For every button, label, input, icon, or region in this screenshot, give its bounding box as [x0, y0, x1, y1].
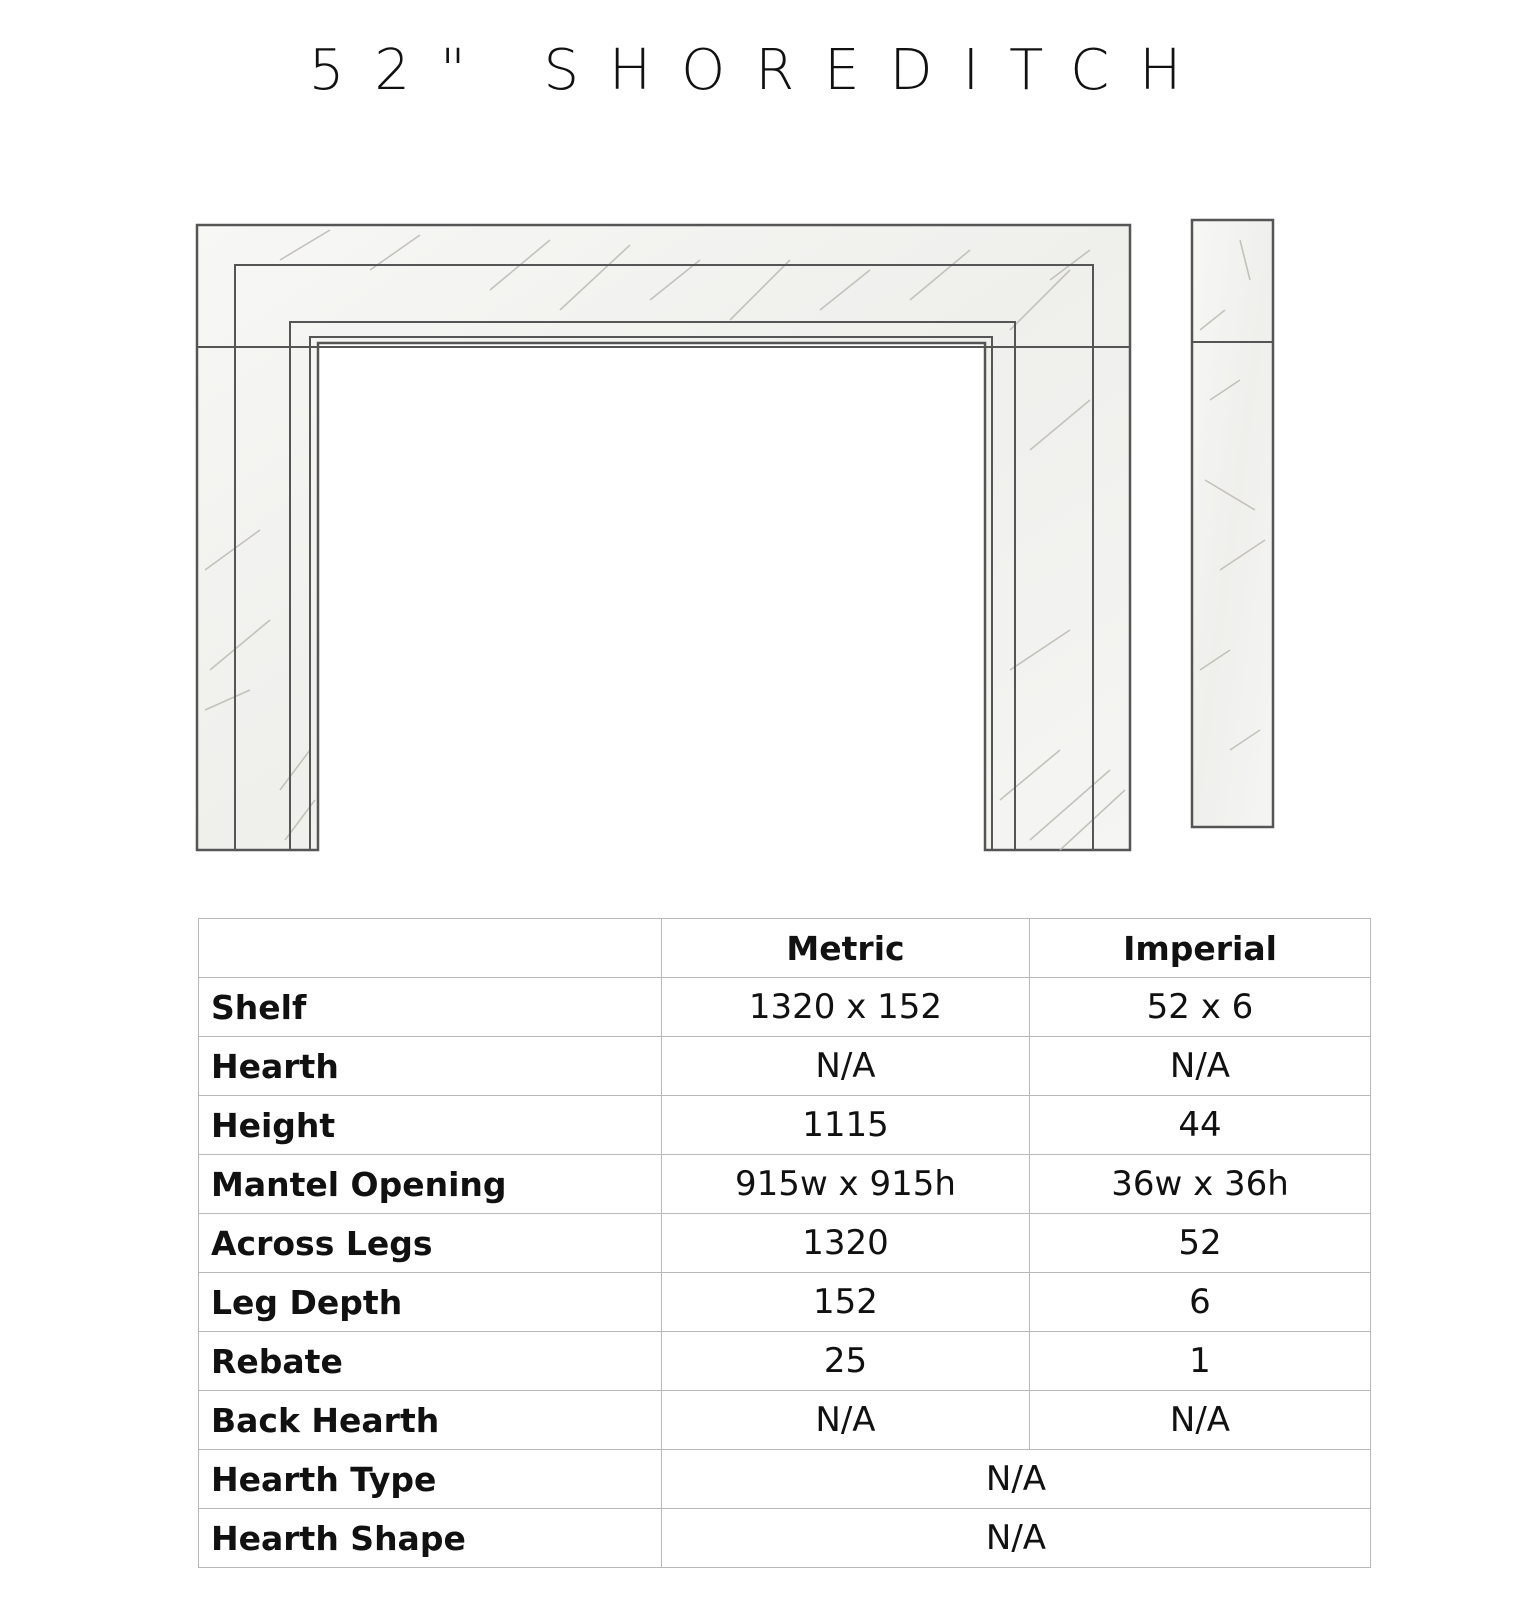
row-label: Leg Depth — [199, 1273, 662, 1332]
row-label: Rebate — [199, 1332, 662, 1391]
table-row — [199, 1037, 1371, 1096]
row-label: Hearth Type — [199, 1450, 662, 1509]
dimensions-table — [198, 918, 1371, 1568]
row-label: Hearth — [199, 1037, 662, 1096]
front-mantel-body — [197, 225, 1130, 850]
table-row — [199, 1450, 1371, 1509]
row-label: Shelf — [199, 978, 662, 1037]
row-label: Hearth Shape — [199, 1509, 662, 1568]
imperial-value: 6 — [1030, 1273, 1371, 1332]
page-title: 52" SHOREDITCH — [308, 38, 1212, 103]
header-cell-empty — [199, 919, 662, 978]
table-row — [199, 1509, 1371, 1568]
table-row — [199, 1096, 1371, 1155]
table-row — [199, 1214, 1371, 1273]
merged-value: N/A — [662, 1450, 1371, 1509]
imperial-value: 44 — [1030, 1096, 1371, 1155]
metric-value: N/A — [662, 1037, 1030, 1096]
table-header-row — [199, 919, 1371, 978]
row-label: Height — [199, 1096, 662, 1155]
fireplace-drawing — [130, 150, 1390, 910]
imperial-value: N/A — [1030, 1037, 1371, 1096]
metric-value: 915w x 915h — [662, 1155, 1030, 1214]
table-row — [199, 1332, 1371, 1391]
row-label: Across Legs — [199, 1214, 662, 1273]
row-label: Back Hearth — [199, 1391, 662, 1450]
merged-value: N/A — [662, 1509, 1371, 1568]
table-row — [199, 1273, 1371, 1332]
metric-value: 1115 — [662, 1096, 1030, 1155]
table-row — [199, 978, 1371, 1037]
header-imperial: Imperial — [1030, 919, 1371, 978]
imperial-value: 52 x 6 — [1030, 978, 1371, 1037]
metric-value: 25 — [662, 1332, 1030, 1391]
table-row — [199, 1391, 1371, 1450]
imperial-value: N/A — [1030, 1391, 1371, 1450]
metric-value: 1320 x 152 — [662, 978, 1030, 1037]
imperial-value: 52 — [1030, 1214, 1371, 1273]
metric-value: N/A — [662, 1391, 1030, 1450]
header-metric: Metric — [662, 919, 1030, 978]
table-row — [199, 1155, 1371, 1214]
imperial-value: 1 — [1030, 1332, 1371, 1391]
side-elevation — [1192, 220, 1273, 827]
imperial-value: 36w x 36h — [1030, 1155, 1371, 1214]
metric-value: 1320 — [662, 1214, 1030, 1273]
row-label: Mantel Opening — [199, 1155, 662, 1214]
front-elevation — [197, 225, 1130, 850]
side-panel — [1192, 220, 1273, 827]
metric-value: 152 — [662, 1273, 1030, 1332]
